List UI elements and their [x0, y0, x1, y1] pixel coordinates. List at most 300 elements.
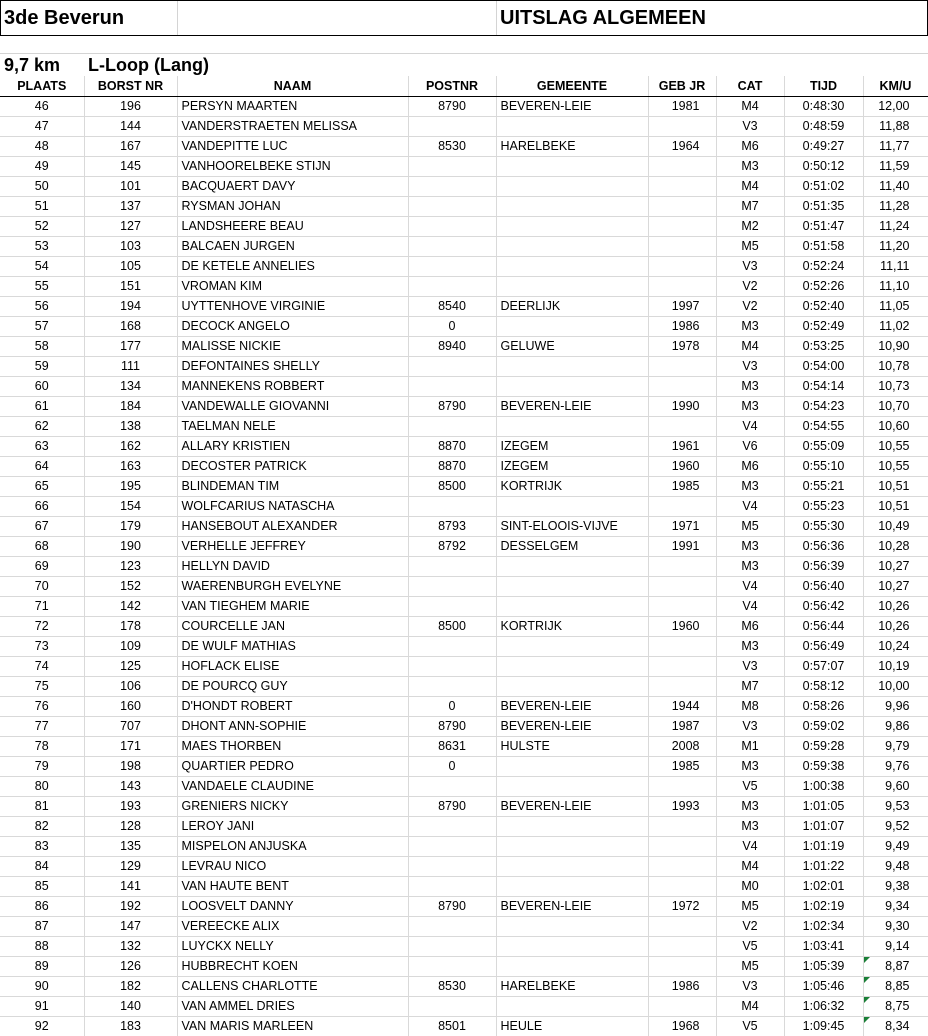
- cell-tijd[interactable]: 1:01:07: [784, 816, 863, 836]
- cell-km-u[interactable]: 10,26: [863, 596, 928, 616]
- cell-postnr[interactable]: [408, 996, 496, 1016]
- cell-gemeente[interactable]: [496, 756, 648, 776]
- cell-cat[interactable]: V2: [716, 296, 784, 316]
- cell-cat[interactable]: M3: [716, 476, 784, 496]
- cell-postnr[interactable]: [408, 836, 496, 856]
- cell-plaats[interactable]: 46: [0, 96, 84, 116]
- cell-geb-jr[interactable]: [648, 876, 716, 896]
- cell-plaats[interactable]: 79: [0, 756, 84, 776]
- cell-km-u[interactable]: 11,10: [863, 276, 928, 296]
- cell-cat[interactable]: M2: [716, 216, 784, 236]
- cell-tijd[interactable]: 1:06:32: [784, 996, 863, 1016]
- cell-postnr[interactable]: [408, 176, 496, 196]
- cell-cat[interactable]: M4: [716, 176, 784, 196]
- cell-naam[interactable]: BLINDEMAN TIM: [177, 476, 408, 496]
- cell-geb-jr[interactable]: 1960: [648, 616, 716, 636]
- cell-postnr[interactable]: [408, 816, 496, 836]
- cell-km-u[interactable]: 10,26: [863, 616, 928, 636]
- cell-postnr[interactable]: 8870: [408, 456, 496, 476]
- cell-gemeente[interactable]: GELUWE: [496, 336, 648, 356]
- cell-postnr[interactable]: [408, 496, 496, 516]
- cell-geb-jr[interactable]: [648, 956, 716, 976]
- cell-cat[interactable]: V2: [716, 276, 784, 296]
- cell-km-u[interactable]: 10,60: [863, 416, 928, 436]
- cell-gemeente[interactable]: [496, 576, 648, 596]
- cell-km-u[interactable]: 10,55: [863, 436, 928, 456]
- cell-plaats[interactable]: 74: [0, 656, 84, 676]
- cell-gemeente[interactable]: [496, 196, 648, 216]
- cell-geb-jr[interactable]: 1944: [648, 696, 716, 716]
- cell-postnr[interactable]: 8792: [408, 536, 496, 556]
- cell-gemeente[interactable]: [496, 676, 648, 696]
- cell-tijd[interactable]: 1:05:39: [784, 956, 863, 976]
- cell-plaats[interactable]: 61: [0, 396, 84, 416]
- cell-gemeente[interactable]: DEERLIJK: [496, 296, 648, 316]
- cell-postnr[interactable]: [408, 196, 496, 216]
- cell-naam[interactable]: TAELMAN NELE: [177, 416, 408, 436]
- cell-tijd[interactable]: 0:54:55: [784, 416, 863, 436]
- cell-borst-nr[interactable]: 183: [84, 1016, 177, 1036]
- cell-km-u[interactable]: 8,75: [863, 996, 928, 1016]
- cell-gemeente[interactable]: BEVEREN-LEIE: [496, 696, 648, 716]
- cell-tijd[interactable]: 0:59:02: [784, 716, 863, 736]
- cell-postnr[interactable]: [408, 556, 496, 576]
- cell-cat[interactable]: M0: [716, 876, 784, 896]
- cell-borst-nr[interactable]: 182: [84, 976, 177, 996]
- cell-tijd[interactable]: 0:55:23: [784, 496, 863, 516]
- cell-postnr[interactable]: 8790: [408, 96, 496, 116]
- cell-cat[interactable]: V4: [716, 836, 784, 856]
- cell-borst-nr[interactable]: 184: [84, 396, 177, 416]
- cell-cat[interactable]: M3: [716, 316, 784, 336]
- cell-naam[interactable]: VANDEPITTE LUC: [177, 136, 408, 156]
- cell-naam[interactable]: LANDSHEERE BEAU: [177, 216, 408, 236]
- cell-km-u[interactable]: 12,00: [863, 96, 928, 116]
- cell-borst-nr[interactable]: 168: [84, 316, 177, 336]
- cell-naam[interactable]: MAES THORBEN: [177, 736, 408, 756]
- cell-gemeente[interactable]: HARELBEKE: [496, 136, 648, 156]
- cell-km-u[interactable]: 11,77: [863, 136, 928, 156]
- cell-plaats[interactable]: 62: [0, 416, 84, 436]
- cell-postnr[interactable]: 8500: [408, 616, 496, 636]
- cell-borst-nr[interactable]: 111: [84, 356, 177, 376]
- cell-km-u[interactable]: 9,49: [863, 836, 928, 856]
- cell-borst-nr[interactable]: 109: [84, 636, 177, 656]
- cell-borst-nr[interactable]: 195: [84, 476, 177, 496]
- cell-borst-nr[interactable]: 193: [84, 796, 177, 816]
- cell-km-u[interactable]: 10,19: [863, 656, 928, 676]
- cell-gemeente[interactable]: [496, 816, 648, 836]
- cell-cat[interactable]: M4: [716, 856, 784, 876]
- cell-gemeente[interactable]: DESSELGEM: [496, 536, 648, 556]
- cell-plaats[interactable]: 90: [0, 976, 84, 996]
- cell-geb-jr[interactable]: [648, 996, 716, 1016]
- cell-borst-nr[interactable]: 125: [84, 656, 177, 676]
- cell-borst-nr[interactable]: 140: [84, 996, 177, 1016]
- cell-postnr[interactable]: 8500: [408, 476, 496, 496]
- cell-geb-jr[interactable]: [648, 836, 716, 856]
- cell-tijd[interactable]: 0:56:42: [784, 596, 863, 616]
- cell-cat[interactable]: M3: [716, 156, 784, 176]
- cell-gemeente[interactable]: [496, 416, 648, 436]
- column-header-borst-nr[interactable]: BORST NR: [84, 76, 177, 96]
- cell-geb-jr[interactable]: [648, 856, 716, 876]
- cell-borst-nr[interactable]: 167: [84, 136, 177, 156]
- cell-km-u[interactable]: 11,24: [863, 216, 928, 236]
- cell-geb-jr[interactable]: 1968: [648, 1016, 716, 1036]
- cell-km-u[interactable]: 9,96: [863, 696, 928, 716]
- cell-tijd[interactable]: 0:55:30: [784, 516, 863, 536]
- cell-plaats[interactable]: 77: [0, 716, 84, 736]
- cell-gemeente[interactable]: BEVEREN-LEIE: [496, 896, 648, 916]
- cell-plaats[interactable]: 87: [0, 916, 84, 936]
- cell-borst-nr[interactable]: 147: [84, 916, 177, 936]
- cell-plaats[interactable]: 50: [0, 176, 84, 196]
- cell-tijd[interactable]: 0:51:58: [784, 236, 863, 256]
- cell-naam[interactable]: VROMAN KIM: [177, 276, 408, 296]
- cell-naam[interactable]: VERHELLE JEFFREY: [177, 536, 408, 556]
- cell-cat[interactable]: V4: [716, 416, 784, 436]
- cell-km-u[interactable]: 11,40: [863, 176, 928, 196]
- cell-plaats[interactable]: 91: [0, 996, 84, 1016]
- cell-gemeente[interactable]: HEULE: [496, 1016, 648, 1036]
- cell-postnr[interactable]: 8631: [408, 736, 496, 756]
- cell-borst-nr[interactable]: 190: [84, 536, 177, 556]
- cell-cat[interactable]: M6: [716, 136, 784, 156]
- cell-naam[interactable]: LUYCKX NELLY: [177, 936, 408, 956]
- cell-postnr[interactable]: 8790: [408, 796, 496, 816]
- cell-cat[interactable]: V4: [716, 496, 784, 516]
- column-header-tijd[interactable]: TIJD: [784, 76, 863, 96]
- cell-tijd[interactable]: 1:02:19: [784, 896, 863, 916]
- cell-km-u[interactable]: 10,55: [863, 456, 928, 476]
- cell-tijd[interactable]: 1:01:05: [784, 796, 863, 816]
- cell-borst-nr[interactable]: 198: [84, 756, 177, 776]
- cell-plaats[interactable]: 68: [0, 536, 84, 556]
- cell-km-u[interactable]: 9,52: [863, 816, 928, 836]
- cell-naam[interactable]: WAERENBURGH EVELYNE: [177, 576, 408, 596]
- cell-plaats[interactable]: 57: [0, 316, 84, 336]
- cell-geb-jr[interactable]: 1997: [648, 296, 716, 316]
- cell-naam[interactable]: VAN TIEGHEM MARIE: [177, 596, 408, 616]
- cell-naam[interactable]: WOLFCARIUS NATASCHA: [177, 496, 408, 516]
- cell-cat[interactable]: M5: [716, 956, 784, 976]
- cell-cat[interactable]: M3: [716, 376, 784, 396]
- cell-postnr[interactable]: [408, 236, 496, 256]
- cell-naam[interactable]: PERSYN MAARTEN: [177, 96, 408, 116]
- cell-borst-nr[interactable]: 143: [84, 776, 177, 796]
- cell-cat[interactable]: V2: [716, 916, 784, 936]
- cell-tijd[interactable]: 1:02:01: [784, 876, 863, 896]
- cell-gemeente[interactable]: [496, 656, 648, 676]
- cell-plaats[interactable]: 71: [0, 596, 84, 616]
- cell-km-u[interactable]: 8,85: [863, 976, 928, 996]
- cell-naam[interactable]: RYSMAN JOHAN: [177, 196, 408, 216]
- cell-postnr[interactable]: [408, 116, 496, 136]
- cell-geb-jr[interactable]: 1986: [648, 976, 716, 996]
- cell-naam[interactable]: DEFONTAINES SHELLY: [177, 356, 408, 376]
- cell-naam[interactable]: DE KETELE ANNELIES: [177, 256, 408, 276]
- cell-geb-jr[interactable]: 1981: [648, 96, 716, 116]
- cell-geb-jr[interactable]: [648, 636, 716, 656]
- cell-cat[interactable]: V4: [716, 596, 784, 616]
- cell-postnr[interactable]: 8540: [408, 296, 496, 316]
- cell-tijd[interactable]: 0:52:24: [784, 256, 863, 276]
- cell-plaats[interactable]: 84: [0, 856, 84, 876]
- cell-cat[interactable]: V5: [716, 936, 784, 956]
- cell-geb-jr[interactable]: [648, 656, 716, 676]
- cell-cat[interactable]: M3: [716, 396, 784, 416]
- cell-naam[interactable]: MANNEKENS ROBBERT: [177, 376, 408, 396]
- cell-km-u[interactable]: 11,88: [863, 116, 928, 136]
- cell-plaats[interactable]: 66: [0, 496, 84, 516]
- column-header-km-u[interactable]: KM/U: [863, 76, 928, 96]
- cell-naam[interactable]: HELLYN DAVID: [177, 556, 408, 576]
- cell-km-u[interactable]: 9,86: [863, 716, 928, 736]
- cell-gemeente[interactable]: [496, 556, 648, 576]
- cell-borst-nr[interactable]: 160: [84, 696, 177, 716]
- cell-plaats[interactable]: 63: [0, 436, 84, 456]
- cell-gemeente[interactable]: IZEGEM: [496, 456, 648, 476]
- cell-km-u[interactable]: 9,34: [863, 896, 928, 916]
- cell-cat[interactable]: V3: [716, 656, 784, 676]
- cell-borst-nr[interactable]: 126: [84, 956, 177, 976]
- cell-cat[interactable]: V6: [716, 436, 784, 456]
- cell-cat[interactable]: V3: [716, 356, 784, 376]
- cell-plaats[interactable]: 92: [0, 1016, 84, 1036]
- cell-gemeente[interactable]: [496, 636, 648, 656]
- cell-naam[interactable]: DECOCK ANGELO: [177, 316, 408, 336]
- cell-geb-jr[interactable]: [648, 816, 716, 836]
- cell-gemeente[interactable]: KORTRIJK: [496, 476, 648, 496]
- cell-postnr[interactable]: 8790: [408, 716, 496, 736]
- cell-postnr[interactable]: [408, 876, 496, 896]
- cell-plaats[interactable]: 69: [0, 556, 84, 576]
- cell-cat[interactable]: V3: [716, 976, 784, 996]
- cell-km-u[interactable]: 10,28: [863, 536, 928, 556]
- cell-postnr[interactable]: 8790: [408, 396, 496, 416]
- cell-naam[interactable]: VAN HAUTE BENT: [177, 876, 408, 896]
- cell-cat[interactable]: V3: [716, 256, 784, 276]
- cell-postnr[interactable]: [408, 676, 496, 696]
- cell-geb-jr[interactable]: 2008: [648, 736, 716, 756]
- column-header-plaats[interactable]: PLAATS: [0, 76, 84, 96]
- cell-geb-jr[interactable]: 1987: [648, 716, 716, 736]
- cell-tijd[interactable]: 0:51:02: [784, 176, 863, 196]
- cell-plaats[interactable]: 70: [0, 576, 84, 596]
- cell-plaats[interactable]: 81: [0, 796, 84, 816]
- cell-borst-nr[interactable]: 171: [84, 736, 177, 756]
- cell-tijd[interactable]: 0:56:49: [784, 636, 863, 656]
- cell-naam[interactable]: QUARTIER PEDRO: [177, 756, 408, 776]
- cell-plaats[interactable]: 76: [0, 696, 84, 716]
- cell-plaats[interactable]: 56: [0, 296, 84, 316]
- cell-tijd[interactable]: 1:01:22: [784, 856, 863, 876]
- cell-tijd[interactable]: 0:59:28: [784, 736, 863, 756]
- cell-plaats[interactable]: 58: [0, 336, 84, 356]
- cell-gemeente[interactable]: BEVEREN-LEIE: [496, 96, 648, 116]
- cell-km-u[interactable]: 10,24: [863, 636, 928, 656]
- cell-tijd[interactable]: 1:01:19: [784, 836, 863, 856]
- cell-postnr[interactable]: [408, 276, 496, 296]
- cell-gemeente[interactable]: [496, 876, 648, 896]
- cell-cat[interactable]: V3: [716, 116, 784, 136]
- cell-borst-nr[interactable]: 135: [84, 836, 177, 856]
- cell-postnr[interactable]: 8790: [408, 896, 496, 916]
- cell-borst-nr[interactable]: 178: [84, 616, 177, 636]
- cell-naam[interactable]: BACQUAERT DAVY: [177, 176, 408, 196]
- cell-borst-nr[interactable]: 137: [84, 196, 177, 216]
- cell-borst-nr[interactable]: 151: [84, 276, 177, 296]
- cell-borst-nr[interactable]: 179: [84, 516, 177, 536]
- cell-gemeente[interactable]: HULSTE: [496, 736, 648, 756]
- cell-borst-nr[interactable]: 194: [84, 296, 177, 316]
- cell-geb-jr[interactable]: [648, 496, 716, 516]
- cell-tijd[interactable]: 0:59:38: [784, 756, 863, 776]
- cell-plaats[interactable]: 82: [0, 816, 84, 836]
- cell-km-u[interactable]: 11,02: [863, 316, 928, 336]
- cell-borst-nr[interactable]: 196: [84, 96, 177, 116]
- cell-naam[interactable]: DECOSTER PATRICK: [177, 456, 408, 476]
- column-header-geb-jr[interactable]: GEB JR: [648, 76, 716, 96]
- cell-cat[interactable]: M6: [716, 456, 784, 476]
- cell-gemeente[interactable]: [496, 496, 648, 516]
- cell-km-u[interactable]: 10,70: [863, 396, 928, 416]
- cell-borst-nr[interactable]: 162: [84, 436, 177, 456]
- cell-gemeente[interactable]: BEVEREN-LEIE: [496, 396, 648, 416]
- cell-postnr[interactable]: [408, 356, 496, 376]
- cell-geb-jr[interactable]: [648, 236, 716, 256]
- cell-tijd[interactable]: 1:09:45: [784, 1016, 863, 1036]
- cell-geb-jr[interactable]: [648, 216, 716, 236]
- cell-borst-nr[interactable]: 141: [84, 876, 177, 896]
- cell-plaats[interactable]: 72: [0, 616, 84, 636]
- cell-gemeente[interactable]: [496, 316, 648, 336]
- cell-tijd[interactable]: 0:55:21: [784, 476, 863, 496]
- cell-borst-nr[interactable]: 192: [84, 896, 177, 916]
- cell-naam[interactable]: DE POURCQ GUY: [177, 676, 408, 696]
- cell-km-u[interactable]: 11,05: [863, 296, 928, 316]
- cell-naam[interactable]: HUBBRECHT KOEN: [177, 956, 408, 976]
- cell-geb-jr[interactable]: 1971: [648, 516, 716, 536]
- cell-geb-jr[interactable]: [648, 196, 716, 216]
- cell-borst-nr[interactable]: 177: [84, 336, 177, 356]
- cell-plaats[interactable]: 80: [0, 776, 84, 796]
- cell-borst-nr[interactable]: 152: [84, 576, 177, 596]
- cell-cat[interactable]: M3: [716, 816, 784, 836]
- cell-borst-nr[interactable]: 128: [84, 816, 177, 836]
- cell-gemeente[interactable]: [496, 956, 648, 976]
- cell-gemeente[interactable]: SINT-ELOOIS-VIJVE: [496, 516, 648, 536]
- cell-gemeente[interactable]: [496, 176, 648, 196]
- column-header-gemeente[interactable]: GEMEENTE: [496, 76, 648, 96]
- cell-cat[interactable]: V4: [716, 576, 784, 596]
- cell-naam[interactable]: VANDAELE CLAUDINE: [177, 776, 408, 796]
- cell-km-u[interactable]: 10,51: [863, 476, 928, 496]
- cell-naam[interactable]: GRENIERS NICKY: [177, 796, 408, 816]
- cell-geb-jr[interactable]: 1961: [648, 436, 716, 456]
- cell-tijd[interactable]: 0:48:59: [784, 116, 863, 136]
- cell-borst-nr[interactable]: 105: [84, 256, 177, 276]
- cell-plaats[interactable]: 52: [0, 216, 84, 236]
- cell-tijd[interactable]: 0:54:14: [784, 376, 863, 396]
- cell-tijd[interactable]: 1:05:46: [784, 976, 863, 996]
- cell-tijd[interactable]: 0:49:27: [784, 136, 863, 156]
- cell-gemeente[interactable]: [496, 216, 648, 236]
- cell-naam[interactable]: BALCAEN JURGEN: [177, 236, 408, 256]
- column-header-naam[interactable]: NAAM: [177, 76, 408, 96]
- cell-tijd[interactable]: 0:52:49: [784, 316, 863, 336]
- cell-cat[interactable]: M7: [716, 196, 784, 216]
- cell-tijd[interactable]: 0:54:23: [784, 396, 863, 416]
- cell-gemeente[interactable]: [496, 356, 648, 376]
- cell-cat[interactable]: M3: [716, 636, 784, 656]
- cell-naam[interactable]: VANHOORELBEKE STIJN: [177, 156, 408, 176]
- cell-geb-jr[interactable]: [648, 556, 716, 576]
- cell-tijd[interactable]: 0:58:12: [784, 676, 863, 696]
- cell-tijd[interactable]: 0:56:40: [784, 576, 863, 596]
- cell-plaats[interactable]: 65: [0, 476, 84, 496]
- cell-km-u[interactable]: 9,79: [863, 736, 928, 756]
- cell-borst-nr[interactable]: 127: [84, 216, 177, 236]
- cell-postnr[interactable]: 0: [408, 316, 496, 336]
- cell-postnr[interactable]: 0: [408, 696, 496, 716]
- cell-cat[interactable]: M1: [716, 736, 784, 756]
- column-header-postnr[interactable]: POSTNR: [408, 76, 496, 96]
- cell-plaats[interactable]: 83: [0, 836, 84, 856]
- cell-borst-nr[interactable]: 163: [84, 456, 177, 476]
- cell-km-u[interactable]: 11,20: [863, 236, 928, 256]
- cell-geb-jr[interactable]: 1978: [648, 336, 716, 356]
- cell-cat[interactable]: M3: [716, 796, 784, 816]
- cell-tijd[interactable]: 1:03:41: [784, 936, 863, 956]
- cell-km-u[interactable]: 11,59: [863, 156, 928, 176]
- cell-naam[interactable]: CALLENS CHARLOTTE: [177, 976, 408, 996]
- cell-tijd[interactable]: 1:02:34: [784, 916, 863, 936]
- cell-km-u[interactable]: 10,78: [863, 356, 928, 376]
- cell-plaats[interactable]: 85: [0, 876, 84, 896]
- cell-cat[interactable]: M3: [716, 536, 784, 556]
- cell-postnr[interactable]: [408, 936, 496, 956]
- cell-km-u[interactable]: 10,27: [863, 576, 928, 596]
- cell-km-u[interactable]: 9,60: [863, 776, 928, 796]
- cell-cat[interactable]: V3: [716, 716, 784, 736]
- cell-borst-nr[interactable]: 707: [84, 716, 177, 736]
- cell-postnr[interactable]: 0: [408, 756, 496, 776]
- cell-borst-nr[interactable]: 101: [84, 176, 177, 196]
- cell-geb-jr[interactable]: [648, 156, 716, 176]
- cell-geb-jr[interactable]: [648, 916, 716, 936]
- cell-plaats[interactable]: 51: [0, 196, 84, 216]
- cell-tijd[interactable]: 0:56:44: [784, 616, 863, 636]
- cell-plaats[interactable]: 49: [0, 156, 84, 176]
- cell-borst-nr[interactable]: 132: [84, 936, 177, 956]
- cell-gemeente[interactable]: KORTRIJK: [496, 616, 648, 636]
- cell-gemeente[interactable]: BEVEREN-LEIE: [496, 796, 648, 816]
- cell-km-u[interactable]: 9,48: [863, 856, 928, 876]
- cell-plaats[interactable]: 78: [0, 736, 84, 756]
- cell-km-u[interactable]: 10,90: [863, 336, 928, 356]
- cell-cat[interactable]: M5: [716, 896, 784, 916]
- cell-naam[interactable]: VEREECKE ALIX: [177, 916, 408, 936]
- cell-km-u[interactable]: 9,53: [863, 796, 928, 816]
- cell-naam[interactable]: DHONT ANN-SOPHIE: [177, 716, 408, 736]
- cell-geb-jr[interactable]: [648, 176, 716, 196]
- cell-postnr[interactable]: [408, 636, 496, 656]
- cell-naam[interactable]: VAN MARIS MARLEEN: [177, 1016, 408, 1036]
- cell-borst-nr[interactable]: 106: [84, 676, 177, 696]
- cell-cat[interactable]: M7: [716, 676, 784, 696]
